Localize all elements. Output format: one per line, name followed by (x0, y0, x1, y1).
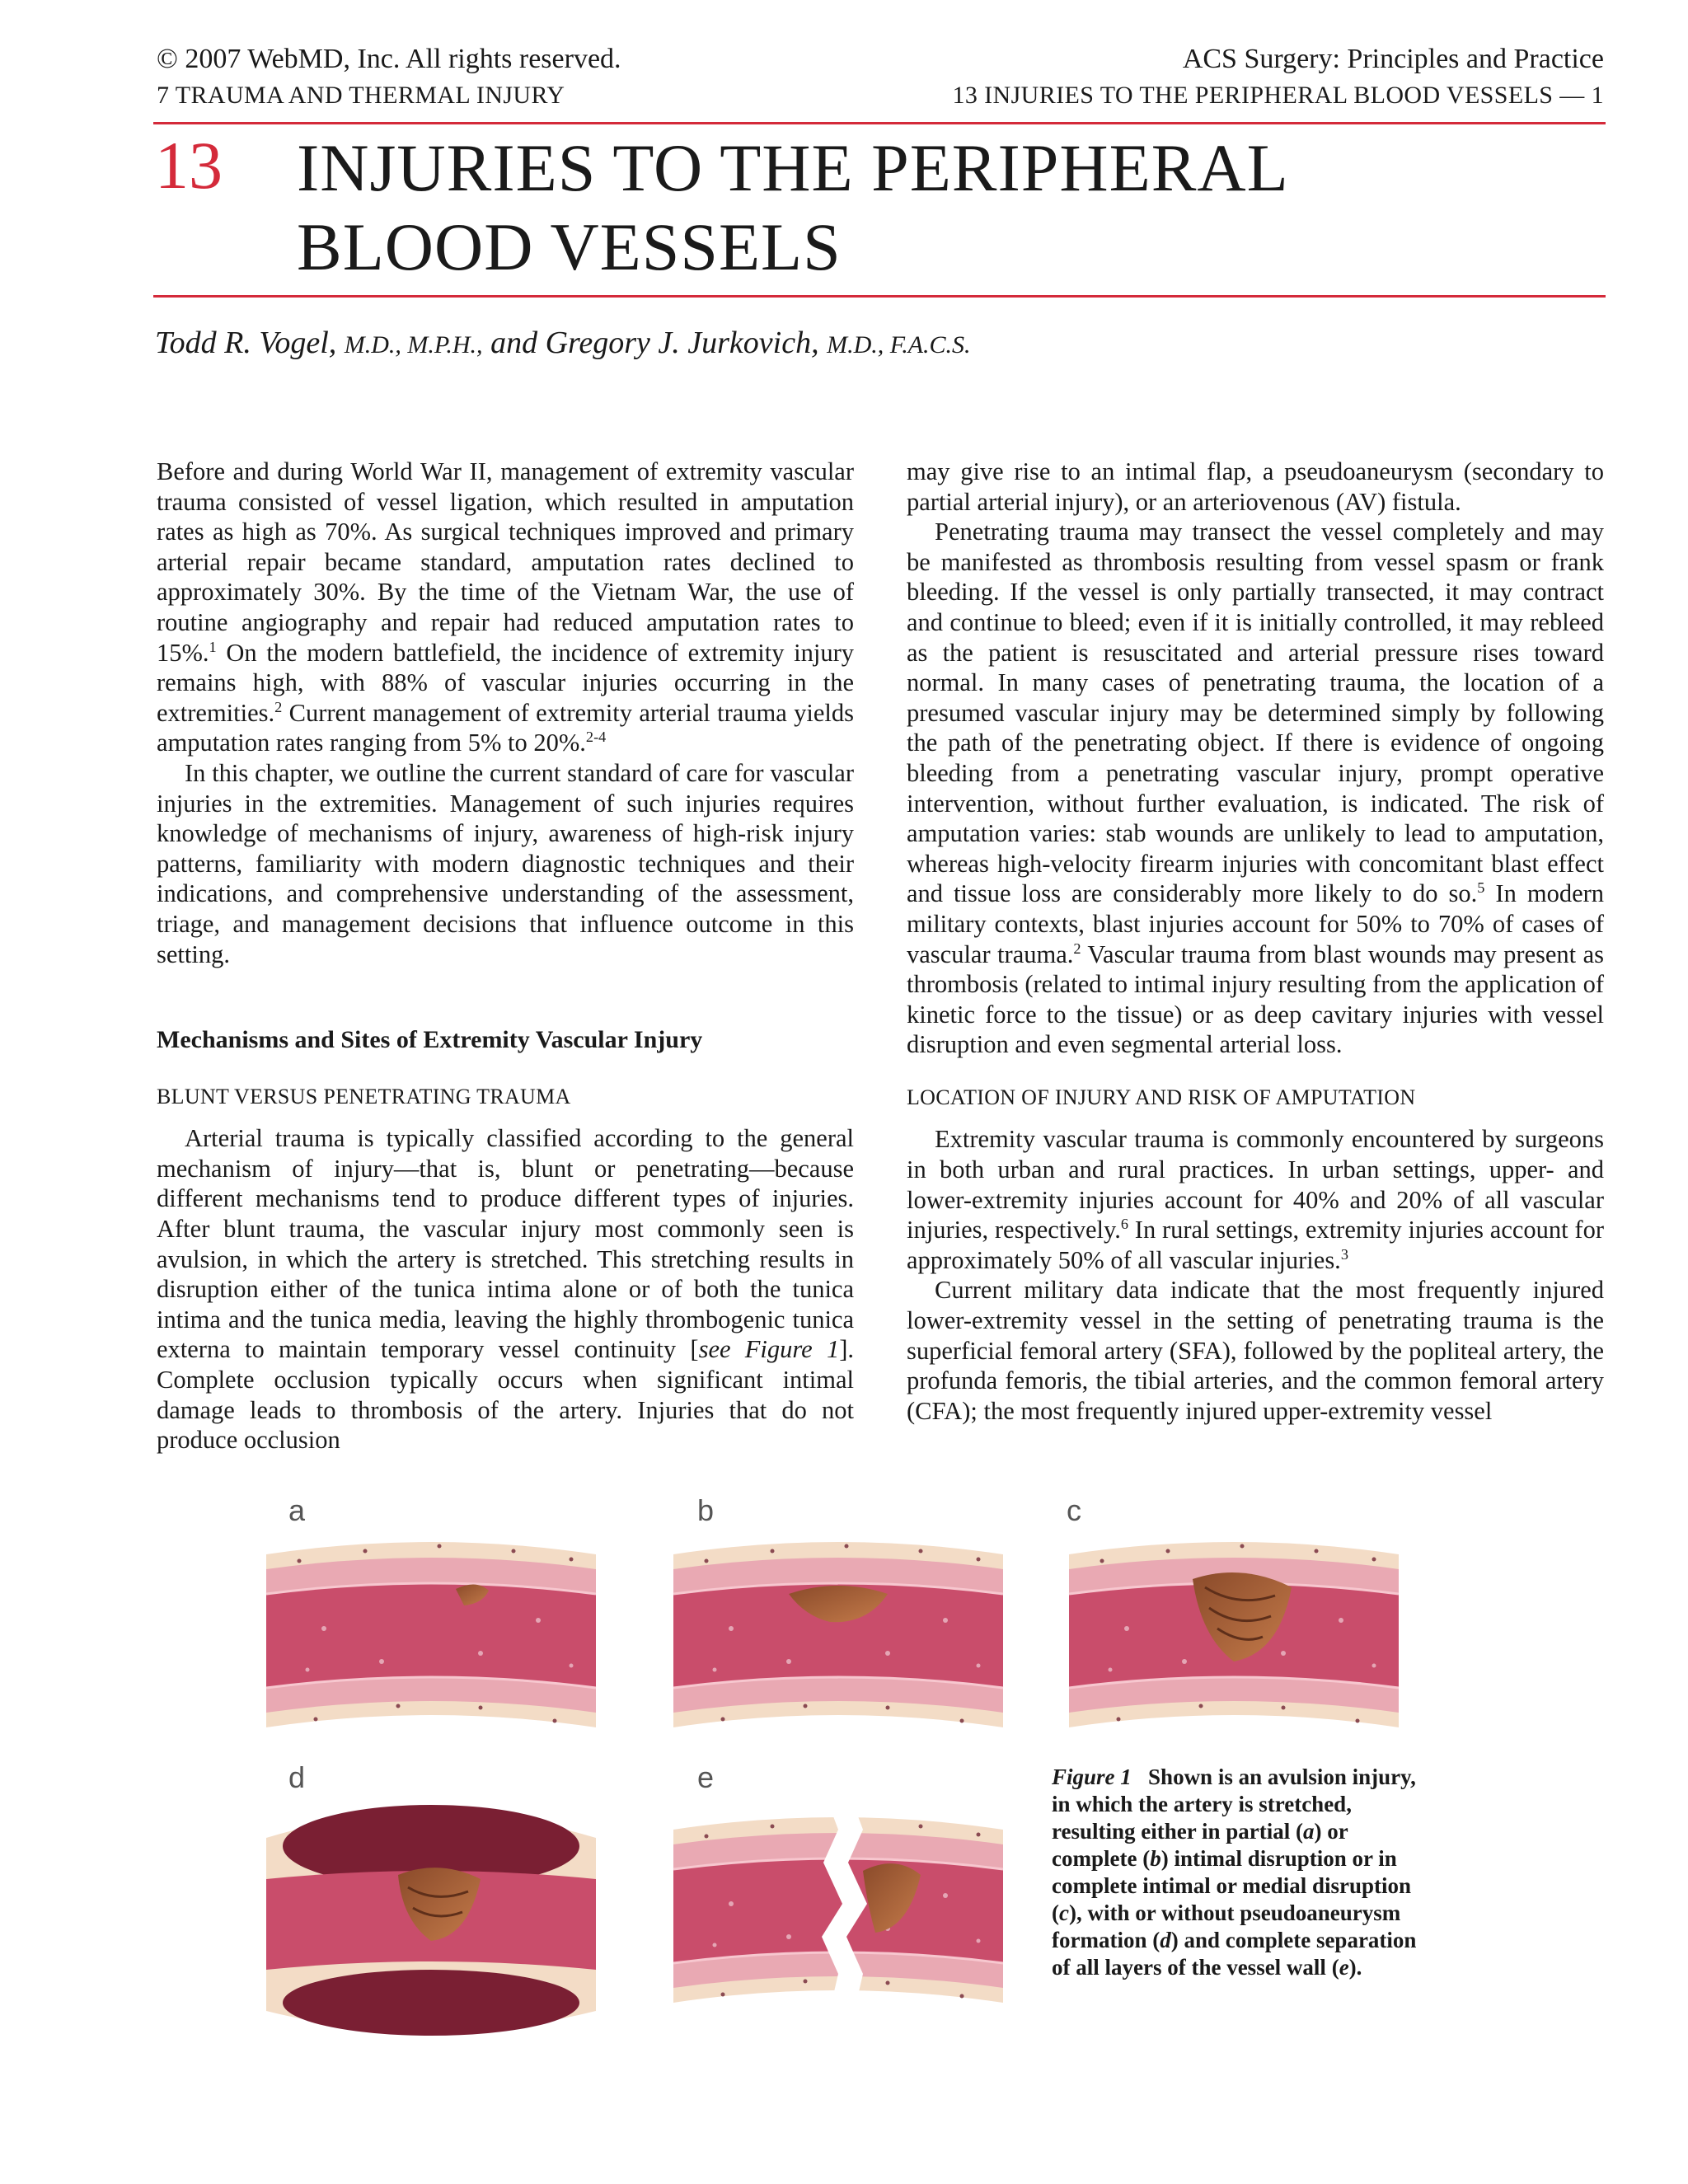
figure-panel-label-e: e (697, 1760, 715, 1794)
authors-and: and (490, 326, 538, 360)
figure-panel-label-b: b (697, 1493, 715, 1527)
figure-panel-label-a: a (288, 1493, 306, 1527)
figure-panel-c (1065, 1530, 1403, 1752)
paragraph-continued: may give rise to an intimal flap, a pseudoaneurysm (secondary to partial arterial injury), or an arteriovenous (AV) fistula. (907, 457, 1604, 516)
figure-panel-e (669, 1797, 1007, 2044)
chapter-title-line1: INJURIES TO THE PERIPHERAL (297, 130, 1289, 205)
column-right (907, 457, 1604, 1426)
header-left (157, 41, 621, 114)
running-head: 13 INJURIES TO THE PERIPHERAL BLOOD VESSELS — 1 (952, 82, 1604, 109)
author-1: Todd R. Vogel, (155, 326, 337, 360)
figure-panel-d (262, 1797, 600, 2044)
ref: 2 (274, 698, 283, 715)
header-rule (153, 122, 1606, 124)
author-1-degrees: M.D., M.P.H., (344, 331, 483, 359)
figure-panel-b (669, 1530, 1007, 1752)
paragraph-penetrating: Penetrating trauma may transect the vessel completely and may be manifested as thrombosis resulting from vessel spasm or frank bleeding. If the vessel is only partially transected, it may contract and continue to bleed; even if it is initially controlled, it may rebleed as the patient is resuscitated and arterial pressure rises toward normal. In many cases of penetrating trauma, the location of a presumed vascular injury may be determined simply by following the path of the penetrating object. If there is evidence of ongoing bleeding from a penetrating vascular injury, prompt operative intervention, without further evaluation, is indicated. The risk of amputation varies: stab wounds are unlikely to lead to amputation, whereas high-velocity firearm injuries with concomitant blast effect and tissue loss are considerably more likely to do so.$^5$ In modern military contexts, blast injuries account for 50% to 70% of cases of vascular trauma.$^2$ Vascular trauma from blast wounds may present as thrombosis (related to intimal injury resulting from the application of kinetic force to the tissue) or as deep cavitary injuries with vessel disruption and even segmental arterial loss. (907, 518, 1605, 1059)
paragraph-military: Current military data indicate that the most frequently injured lower-extremity vessel in the setting of penetrating trauma is the superficial femoral artery (SFA), followed by the popliteal artery, the profunda femoris, the tibial arteries, and the common femoral artery (CFA); the most frequently injured upper-extremity vessel (907, 1276, 1604, 1425)
author-2-degrees: M.D., F.A.C.S. (827, 331, 971, 359)
figure-panel-a (262, 1530, 600, 1752)
paragraph-blunt: Arterial trauma is typically classified according to the general mechanism of injury—that is, blunt or penetrating—because different mechanisms tend to produce different types of injuries. After blunt trauma, the vascular injury most commonly seen is avulsion, in which the artery is stretched. This stretching results in disruption either of the tunica intima alone or of both the tunica intima and the tunica media, leaving the highly thrombogenic tunica externa to maintain temporary vessel continuity [see Figure 1]. Complete occlusion typically occurs when significant intimal damage leads to thrombosis of the artery. Injuries that do not produce occlusion (157, 1124, 855, 1455)
book-title: ACS Surgery: Principles and Practice (1182, 44, 1604, 74)
column-left (157, 457, 854, 1455)
section-label: 7 TRAUMA AND THERMAL INJURY (157, 82, 565, 109)
subheading-location: LOCATION OF INJURY AND RISK OF AMPUTATION (907, 1085, 1416, 1109)
chapter-number: 13 (155, 128, 223, 203)
figure-panel-label-c: c (1067, 1493, 1081, 1527)
figure-reference: see Figure 1 (698, 1335, 840, 1364)
paragraph-intro: Before and during World War II, management of extremity vascular trauma consisted of vessel ligation, which resulted in amputation rates as high as 70%. As surgical techniques improved and primary arterial repair became standard, amputation rates declined to approximately 30%. By the time of the Vietnam War, the use of routine angiography and repair had reduced amputation rates to 15%.$^1$ On the modern battlefield, the incidence of extremity injury remains high, with 88% of vascular injuries occurring in the extremities.$^2$ Current management of extremity arterial trauma yields amputation rates ranging from 5% to 20%.$^{2-4}$ (157, 457, 854, 757)
authors (155, 325, 971, 361)
chapter-title-line2: BLOOD VESSELS (297, 209, 842, 284)
paragraph-location: Extremity vascular trauma is commonly encountered by surgeons in both urban and rural practices. In urban settings, upper- and lower-extremity injuries account for 40% and 20% of all vascular injuries, respectively.$^6$ In rural settings, extremity injuries account for approximately 50% of all vascular injuries.$^3$ (907, 1125, 1604, 1274)
author-2: Gregory J. Jurkovich, (545, 326, 819, 360)
header-right (952, 41, 1604, 114)
figure-caption-label: Figure 1 (1052, 1765, 1132, 1789)
chapter-title (297, 129, 1582, 287)
subheading-blunt: BLUNT VERSUS PENETRATING TRAUMA (157, 1084, 571, 1108)
title-rule (153, 295, 1606, 298)
ref: 1 (209, 638, 217, 655)
figure-caption: Figure 1 Shown is an avulsion injury, in which the artery is stretched, resulting either in partial (a) or complete (b) intimal disruption or in complete intimal or medial disruption (c), with or without pseudoaneurysm formation (d) and complete separation of all layers of the vessel wall (e). (1052, 1765, 1417, 1980)
paragraph-chapter-outline: In this chapter, we outline the current standard of care for vascular injuries in the extremities. Management of such injuries requires knowledge of mechanisms of injury, awareness of high-risk injury patterns, familiarity with modern diagnostic techniques and their indications, and comprehensive understanding of the assessment, triage, and management decisions that influence outcome in this setting. (157, 758, 854, 968)
copyright: © 2007 WebMD, Inc. All rights reserved. (157, 44, 621, 74)
heading-mechanisms: Mechanisms and Sites of Extremity Vascular Injury (157, 1026, 703, 1054)
ref: 2-4 (585, 729, 607, 746)
figure-panel-label-d: d (288, 1760, 306, 1794)
